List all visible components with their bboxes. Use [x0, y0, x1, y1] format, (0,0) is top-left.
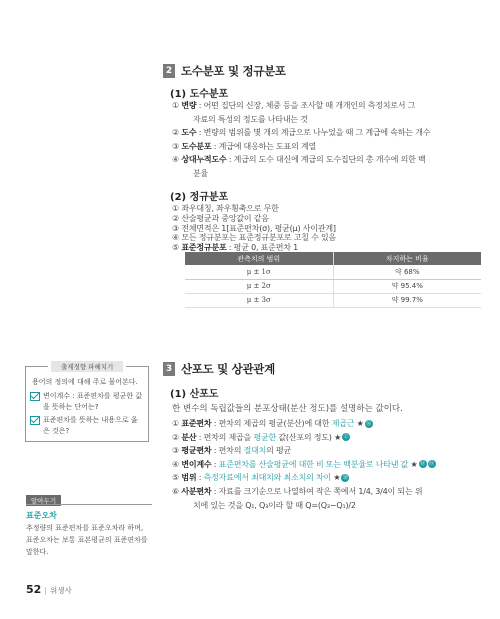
item-term: 도수분포 — [181, 141, 212, 151]
item-text: : 자료를 크기순으로 나열하여 작은 쪽에서 1/4, 3/4이 되는 위 — [211, 487, 423, 496]
list-item: ② 분산 : 편차의 제곱을 평균한 값(산포의 정도) ★ ⑰ — [172, 432, 349, 442]
item-text: : 평균 0, 표준편차 1 — [226, 243, 299, 253]
item-text: : — [196, 473, 204, 483]
table-row — [185, 293, 481, 307]
tip-label: 알아두기 — [26, 495, 61, 506]
item-number: ③ — [172, 141, 179, 151]
check-item-text: 표준편차를 뜻하는 내용으로 옳은 것은? — [43, 416, 138, 435]
item-number: ③ — [172, 223, 179, 233]
exam-trend-question: 용어의 정의에 대해 주로 물어본다. — [32, 378, 138, 386]
tip-text: 추정량의 표준편차를 표준오차라 하며, 표준오차는 보통 표본평균의 표준편차를 말한다. — [26, 524, 148, 556]
item-number: ④ — [172, 233, 179, 243]
item-highlight: 표준편차를 산술평균에 대한 비 또는 백분율로 나타낸 값 — [218, 459, 409, 469]
item-text: 모든 정규분포는 표준정규분포로 고칠 수 있음 — [181, 233, 337, 243]
item-number: ② — [172, 213, 179, 223]
item-text: 전체면적은 1[표준편차(σ), 평균(μ) 사이관계] — [181, 223, 336, 233]
table-cell-ratio: 약 68% — [333, 265, 481, 279]
page-number: 52 — [26, 583, 42, 596]
item-number: ① — [172, 419, 179, 428]
subsection-dispersion-title: (1) 산포도 — [170, 389, 219, 400]
item-text: 좌우대칭, 좌우횡축으로 무한 — [181, 204, 279, 213]
item-highlight: 절대치 — [243, 446, 267, 456]
section-3-header — [163, 361, 275, 377]
item-term: 사분편차 — [181, 487, 212, 496]
table-header-range: 관측치의 범위 — [185, 252, 333, 265]
item-term: 상대누적도수 — [181, 155, 227, 164]
item-text: : 어떤 집단의 신장, 체중 등을 조사할 때 개개인의 측정치로서 그 — [196, 101, 416, 110]
item-text: : 계급에 대응하는 도표의 계열 — [211, 141, 316, 151]
item-text: 분율 — [193, 168, 209, 178]
table-cell-ratio: 약 99.7% — [333, 293, 481, 307]
subsection-frequency-title: (1) 도수분포 — [170, 89, 229, 100]
table-header-ratio: 차지하는 비율 — [333, 252, 481, 265]
page-label: 위생사 — [50, 586, 72, 595]
check-item — [26, 413, 148, 437]
item-term: 표준정규분포 — [181, 243, 227, 253]
item-text: : 편차의 — [211, 446, 244, 456]
item-tail: 값(산포의 정도) — [276, 432, 332, 442]
table-cell-range: μ ± 2σ — [185, 279, 333, 293]
list-item — [172, 445, 291, 456]
frequency-badge: ⑱ — [420, 461, 425, 468]
item-text: 산술평균과 중앙값이 같음 — [181, 213, 269, 223]
list-item — [172, 486, 422, 497]
normal-distribution-table — [185, 252, 481, 308]
table-cell-ratio: 약 95.4% — [333, 279, 481, 293]
list-item: ④ 변이계수 : 표준편차를 산술평균에 대한 비 또는 백분율로 나타낸 값 ★ ⑱ ⑲ — [172, 459, 434, 469]
check-item-text: 변이계수 : 표준편차를 평균한 값을 뜻하는 단어는? — [43, 392, 143, 411]
frequency-badge: ⑳ — [342, 474, 348, 481]
section-3-number: 3 — [163, 362, 175, 376]
list-item — [193, 168, 208, 179]
item-term: 변이계수 — [181, 459, 212, 469]
item-number: ④ — [172, 459, 179, 469]
checkbox-icon — [30, 416, 40, 425]
section-2-header — [163, 63, 286, 79]
list-item — [172, 100, 415, 111]
item-number: ③ — [172, 446, 179, 456]
item-number: ⑥ — [172, 487, 179, 496]
list-item: ① 표준편차 : 편차의 제곱의 평균(분산)에 대한 제곱근 ★ ⑯ — [172, 419, 372, 428]
section-3-title: 산포도 및 상관관계 — [181, 362, 275, 376]
list-item — [172, 154, 426, 165]
section-2-title: 도수분포 및 정규분포 — [181, 64, 286, 78]
frequency-badge: ⑰ — [343, 434, 349, 441]
page-footer — [26, 583, 72, 596]
tip-title: 표준오차 — [26, 511, 57, 520]
table-row — [185, 265, 481, 279]
item-text: : 변량의 범위를 몇 개의 계급으로 나누었을 때 그 계급에 속하는 개수 — [196, 128, 431, 137]
item-number: ① — [172, 101, 179, 110]
list-item — [172, 127, 430, 138]
item-term: 평균편차 — [181, 446, 212, 456]
dispersion-intro: 한 변수의 독립값들의 분포상태(분산 정도)를 설명하는 값이다. — [172, 404, 403, 414]
section-2-number: 2 — [163, 64, 175, 78]
item-term: 분산 — [181, 432, 197, 442]
exam-trend-box — [25, 363, 149, 442]
exam-trend-title-wrap — [48, 361, 126, 372]
item-number: ④ — [172, 155, 179, 164]
check-item — [26, 389, 148, 413]
table-cell-range: μ ± 3σ — [185, 293, 333, 307]
subsection-normal-title: (2) 정규분포 — [170, 192, 229, 203]
item-term: 도수 — [181, 128, 197, 137]
item-number: ② — [172, 128, 179, 137]
item-text: 치에 있는 것을 Q₁, Q₃이라 할 때 Q=(Q₃−Q₁)/2 — [193, 500, 356, 510]
list-item: ⑤ 범위 : 측정자료에서 최대치와 최소치의 차이 ★ ⑳ — [172, 473, 348, 483]
item-term: 변량 — [181, 101, 197, 110]
list-item — [193, 500, 356, 511]
item-term: 범위 — [181, 473, 197, 483]
frequency-badge: ⑯ — [366, 420, 372, 427]
table-row — [185, 279, 481, 293]
item-tail: 의 평균 — [266, 446, 292, 456]
item-highlight: 평균한 — [253, 432, 277, 442]
tip-divider — [26, 504, 152, 505]
item-highlight: 측정자료에서 최대치와 최소치의 차이 — [203, 473, 332, 483]
item-text: 자료의 특성의 정도를 나타내는 것 — [193, 114, 308, 124]
page-separator: | — [44, 586, 48, 595]
item-text: : 계급의 도수 대신에 계급의 도수집단의 총 개수에 의한 백 — [226, 155, 426, 164]
item-number: ⑤ — [172, 473, 179, 483]
item-number: ① — [172, 204, 179, 213]
item-number: ⑤ — [172, 243, 179, 253]
table-cell-range: μ ± 1σ — [185, 265, 333, 279]
checkbox-icon — [30, 392, 40, 401]
exam-trend-title: 출제경향 파헤치기 — [51, 361, 123, 372]
item-highlight: 제곱근 — [331, 419, 355, 428]
list-item — [172, 141, 316, 152]
item-term: 표준편차 — [181, 419, 212, 428]
item-text: : 편차의 제곱의 평균(분산)에 대한 — [211, 419, 332, 428]
item-text: : — [211, 459, 219, 469]
item-number: ② — [172, 432, 179, 442]
item-text: : 편차의 제곱을 — [196, 432, 254, 442]
frequency-badge: ⑲ — [429, 461, 434, 468]
list-item — [193, 114, 308, 125]
